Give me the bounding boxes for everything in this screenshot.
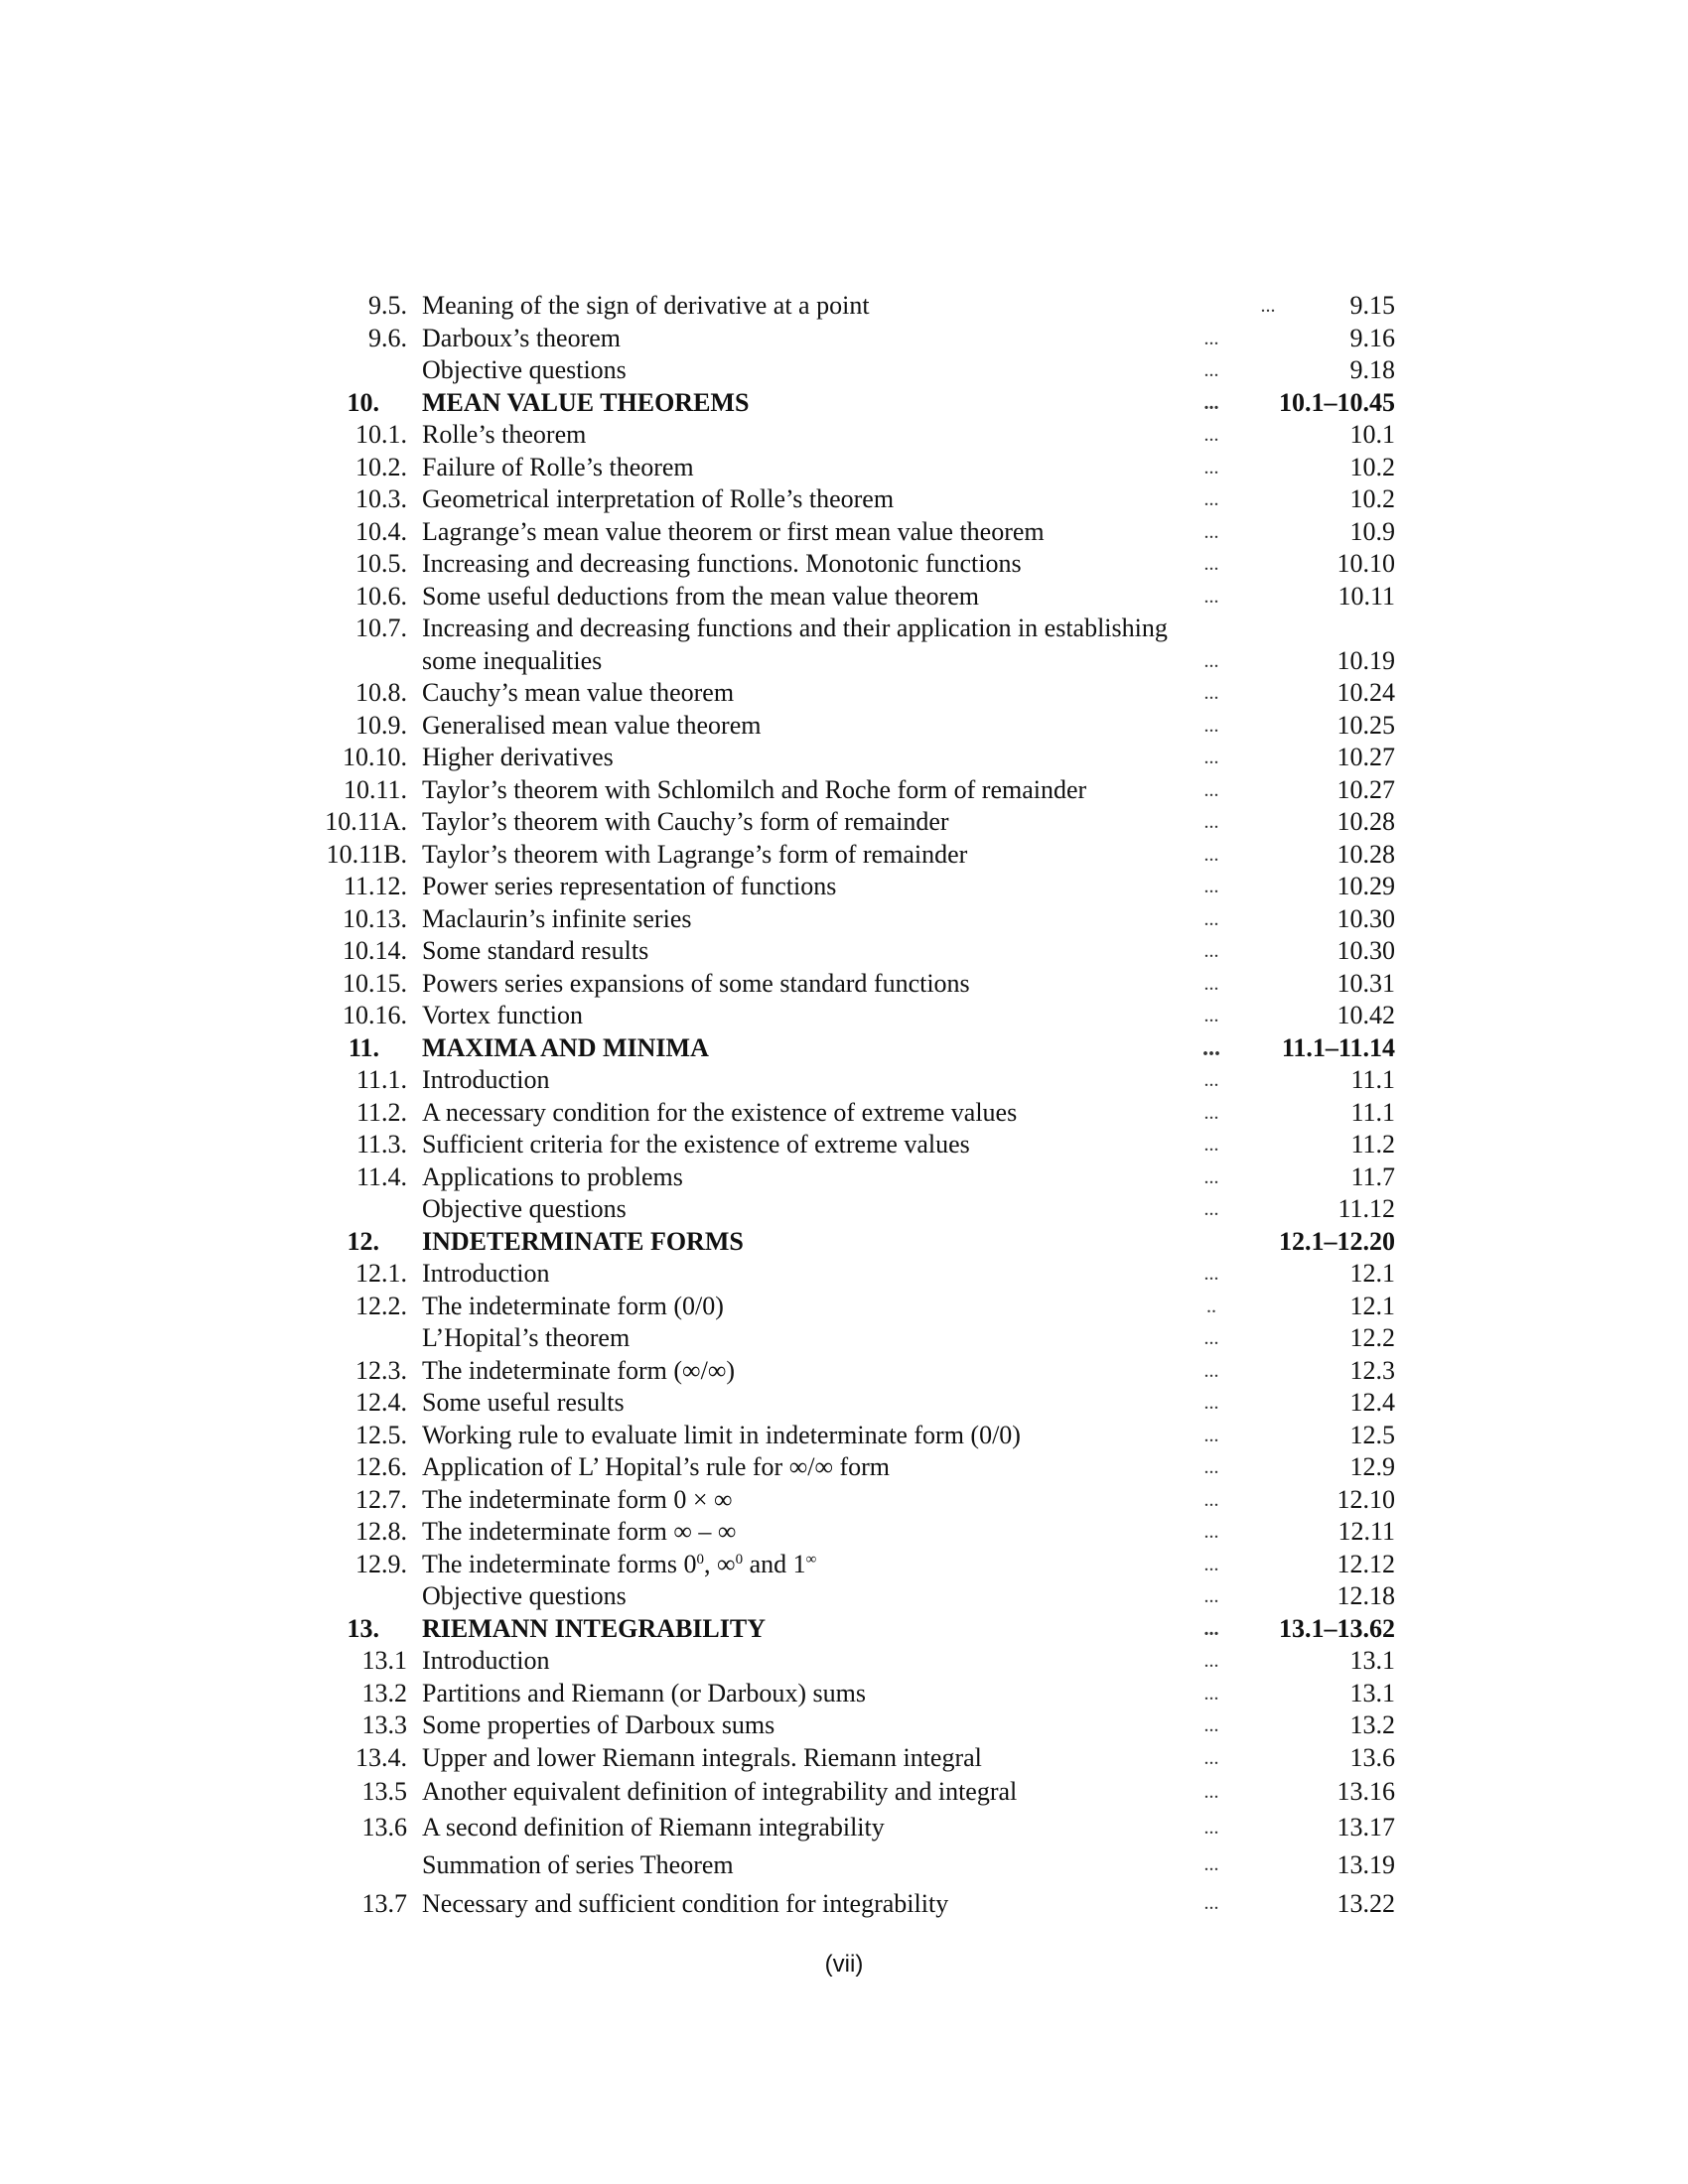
toc-row: [0, 645, 1688, 678]
page-reference: 10.30: [1336, 903, 1395, 933]
section-number: 9.5.: [368, 291, 407, 320]
section-number: 10.: [347, 387, 379, 417]
toc-row: [0, 839, 1688, 872]
section-number: 11.2.: [355, 1097, 407, 1127]
page-reference: 10.10: [1336, 549, 1395, 578]
section-number: 12.6.: [355, 1452, 407, 1481]
toc-row: [0, 1810, 1688, 1845]
section-title: Introduction: [422, 1065, 550, 1094]
leader-dots: ...: [1203, 424, 1219, 446]
page-reference: 9.16: [1349, 323, 1395, 352]
leader-dots: ...: [1203, 1682, 1219, 1705]
toc-row: [0, 1291, 1688, 1323]
section-title: Working rule to evaluate limit in indeterminate form (0/0): [422, 1420, 1021, 1449]
toc-row: [0, 1226, 1688, 1259]
section-title: Upper and lower Riemann integrals. Riemann integral: [422, 1742, 982, 1772]
leader-dots: ...: [1203, 1585, 1219, 1607]
section-title: A necessary condition for the existence of extreme values: [422, 1097, 1018, 1127]
section-number: 10.5.: [355, 549, 407, 578]
section-title: Summation of series Theorem: [422, 1850, 734, 1879]
section-title: RIEMANN INTEGRABILITY: [422, 1613, 766, 1643]
toc-row: [0, 1516, 1688, 1549]
toc-row: [0, 1845, 1688, 1884]
toc-row: [0, 1484, 1688, 1517]
section-number: 11.3.: [355, 1130, 407, 1159]
leader-dots: ...: [1203, 1853, 1219, 1875]
section-number: 10.9.: [355, 710, 407, 740]
page-reference: 12.11: [1337, 1517, 1395, 1546]
section-title: Generalised mean value theorem: [422, 710, 762, 740]
toc-row: [0, 710, 1688, 743]
page-reference: 9.18: [1349, 355, 1395, 384]
leader-dots: ...: [1203, 1746, 1219, 1769]
section-number: 11.4.: [355, 1161, 407, 1191]
section-number: 9.6.: [368, 323, 407, 352]
superscript: ∞: [805, 1551, 817, 1568]
page-reference: 11.7: [1350, 1161, 1395, 1191]
toc-row: [0, 1774, 1688, 1810]
toc-row: [0, 581, 1688, 614]
section-number: 12.: [347, 1226, 379, 1256]
page-reference: 13.2: [1349, 1710, 1395, 1739]
page-reference: 10.9: [1349, 516, 1395, 546]
toc-row: [0, 483, 1688, 516]
section-title: Sufficient criteria for the existence of extreme values: [422, 1130, 970, 1159]
section-title: some inequalities: [422, 645, 603, 675]
toc-row: [0, 806, 1688, 839]
section-title: Taylor’s theorem with Cauchy’s form of remainder: [422, 807, 949, 836]
section-title: MAXIMA AND MINIMA: [422, 1032, 709, 1062]
toc-row: [0, 1387, 1688, 1420]
toc-row: [0, 1613, 1688, 1646]
toc-row: [0, 613, 1688, 645]
toc-row: [0, 1322, 1688, 1355]
section-number: 12.4.: [355, 1388, 407, 1417]
page-reference: 10.29: [1336, 872, 1395, 900]
section-number: 10.15.: [343, 968, 407, 998]
section-title: Powers series expansions of some standard functions: [422, 968, 970, 998]
toc-row: [0, 1000, 1688, 1032]
toc-row: [0, 774, 1688, 807]
page-reference: 10.1: [1349, 420, 1395, 449]
section-title: Applications to problems: [422, 1161, 683, 1191]
page-reference: 12.2: [1349, 1323, 1395, 1352]
section-title: Partitions and Riemann (or Darboux) sums: [422, 1678, 866, 1707]
toc-row: [0, 935, 1688, 968]
leader-dots: ...: [1203, 1456, 1219, 1478]
page-number: (vii): [824, 1951, 864, 1978]
leader-dots: ...: [1203, 1617, 1219, 1640]
section-title: Cauchy’s mean value theorem: [422, 678, 735, 707]
leader-dots: ...: [1203, 876, 1219, 897]
leader-dots: ...: [1203, 1198, 1219, 1220]
page-reference: 12.1–12.20: [1279, 1226, 1395, 1256]
toc-row: [0, 1645, 1688, 1678]
section-title: Maclaurin’s infinite series: [422, 903, 692, 933]
section-number: 13.7: [361, 1889, 407, 1918]
toc-row: [0, 1258, 1688, 1291]
section-number: 13.5: [361, 1777, 407, 1806]
leader-dots: ...: [1203, 843, 1219, 866]
section-title: Some properties of Darboux sums: [422, 1710, 775, 1739]
page-reference: 13.17: [1336, 1813, 1395, 1842]
toc-row: [0, 1580, 1688, 1613]
section-title: Failure of Rolle’s theorem: [422, 452, 694, 481]
title-fragment: The indeterminate forms 0: [422, 1549, 697, 1578]
toc-row: [0, 1742, 1688, 1775]
leader-dots: ...: [1203, 327, 1219, 349]
leader-dots: ...: [1203, 1359, 1219, 1382]
section-title: Introduction: [422, 1259, 550, 1288]
superscript: 0: [696, 1551, 705, 1568]
page-reference: 10.27: [1336, 743, 1395, 771]
leader-dots: ...: [1203, 747, 1219, 768]
leader-dots: ...: [1203, 456, 1219, 478]
toc-row: [0, 290, 1688, 323]
section-title: Application of L’ Hopital’s rule for ∞/∞ form: [422, 1452, 891, 1481]
page-reference: 12.1: [1349, 1259, 1395, 1288]
page-reference: 12.3: [1349, 1355, 1395, 1385]
title-fragment: and 1: [743, 1549, 806, 1578]
toc-row: [0, 742, 1688, 774]
section-title: Some standard results: [422, 936, 649, 965]
leader-dots: ...: [1203, 585, 1219, 608]
toc-row: [0, 968, 1688, 1001]
section-number: 13.: [347, 1613, 379, 1643]
page-reference: 10.11: [1337, 581, 1395, 611]
section-title: Introduction: [422, 1646, 550, 1675]
section-number: 12.5.: [355, 1420, 407, 1449]
toc-row: [0, 677, 1688, 710]
leader-dots: ...: [1203, 488, 1219, 510]
section-title: [422, 1549, 816, 1581]
leader-dots: ...: [1203, 714, 1219, 737]
toc-row: [0, 419, 1688, 452]
section-number: 10.8.: [355, 678, 407, 707]
section-number: 10.11.: [343, 774, 407, 804]
section-title: Increasing and decreasing functions. Monotonic functions: [422, 549, 1022, 578]
leader-dots: ...: [1260, 295, 1276, 317]
toc-row: [0, 1193, 1688, 1226]
page-reference: 10.31: [1336, 968, 1395, 998]
page-reference: 10.19: [1336, 645, 1395, 675]
section-number: 12.2.: [355, 1291, 407, 1320]
section-number: 10.1.: [355, 420, 407, 449]
leader-dots: ...: [1203, 1101, 1219, 1124]
section-title: Some useful deductions from the mean value theorem: [422, 581, 980, 611]
section-number: 10.10.: [343, 743, 407, 771]
section-number: 13.6: [361, 1813, 407, 1842]
page-reference: 11.2: [1350, 1130, 1395, 1159]
section-number: 13.1: [361, 1646, 407, 1675]
section-title: Power series representation of functions: [422, 872, 837, 900]
table-of-contents: [0, 290, 1688, 1923]
section-number: 12.1.: [355, 1259, 407, 1288]
leader-dots: ...: [1203, 359, 1219, 381]
section-number: 13.2: [361, 1678, 407, 1707]
leader-dots: ...: [1203, 1817, 1219, 1839]
leader-dots: ...: [1203, 811, 1219, 833]
toc-row: [0, 1032, 1688, 1065]
superscript: 0: [735, 1551, 744, 1568]
toc-row: [0, 323, 1688, 355]
page-reference: 13.1: [1349, 1678, 1395, 1707]
toc-row: [0, 871, 1688, 903]
leader-dots: ...: [1203, 907, 1219, 930]
toc-row: [0, 1549, 1688, 1581]
page-reference: 10.24: [1336, 678, 1395, 707]
section-title: Meaning of the sign of derivative at a point: [422, 291, 870, 320]
page-reference: 13.16: [1336, 1777, 1395, 1806]
toc-row: [0, 1355, 1688, 1388]
section-number: 10.3.: [355, 484, 407, 513]
toc-row: [0, 452, 1688, 484]
toc-row: [0, 387, 1688, 420]
page-reference: 12.4: [1349, 1388, 1395, 1417]
page-reference: 10.30: [1336, 936, 1395, 965]
section-number: 10.4.: [355, 516, 407, 546]
page-reference: 12.10: [1336, 1484, 1395, 1514]
page-reference: 12.1: [1349, 1291, 1395, 1320]
section-number: 12.9.: [355, 1549, 407, 1578]
section-number: 10.11B.: [326, 839, 407, 869]
section-title: Some useful results: [422, 1388, 625, 1417]
toc-row: [0, 903, 1688, 936]
leader-dots: ...: [1203, 1392, 1219, 1414]
leader-dots: ...: [1203, 649, 1219, 672]
section-number: 11.12.: [343, 872, 407, 900]
section-number: 11.1.: [355, 1065, 407, 1094]
section-number: 10.2.: [355, 452, 407, 481]
section-title: Taylor’s theorem with Schlomilch and Roche form of remainder: [422, 774, 1087, 804]
page-reference: 9.15: [1349, 291, 1395, 320]
leader-dots: ...: [1203, 1650, 1219, 1672]
leader-dots: ...: [1203, 553, 1219, 575]
page-reference: 10.2: [1349, 452, 1395, 481]
page-reference: 10.27: [1336, 774, 1395, 804]
section-title: Vortex function: [422, 1001, 583, 1029]
page-reference: 10.2: [1349, 484, 1395, 513]
section-number: 12.7.: [355, 1484, 407, 1514]
page-reference: 11.12: [1337, 1194, 1395, 1223]
leader-dots: ...: [1203, 940, 1219, 962]
page-reference: 11.1–11.14: [1281, 1032, 1395, 1062]
section-title: Darboux’s theorem: [422, 323, 622, 352]
page-reference: 13.1: [1349, 1646, 1395, 1675]
leader-dots: ...: [1203, 1263, 1219, 1285]
leader-dots: ...: [1203, 391, 1219, 414]
title-fragment: , ∞: [704, 1549, 736, 1578]
leader-dots: ...: [1203, 682, 1219, 704]
section-number: 10.11A.: [325, 807, 407, 836]
leader-dots: ...: [1203, 520, 1219, 543]
page-reference: 13.22: [1336, 1889, 1395, 1918]
leader-dots: ...: [1203, 1424, 1219, 1446]
leader-dots: ...: [1203, 1134, 1219, 1156]
toc-row: [0, 1884, 1688, 1923]
section-title: Lagrange’s mean value theorem or first mean value theorem: [422, 516, 1045, 546]
leader-dots: ...: [1203, 1005, 1219, 1026]
toc-row: [0, 1678, 1688, 1710]
section-title: Objective questions: [422, 1194, 627, 1223]
section-title: Higher derivatives: [422, 743, 614, 771]
toc-row: [0, 548, 1688, 581]
toc-row: [0, 1451, 1688, 1484]
page-reference: 12.12: [1336, 1549, 1395, 1578]
page-reference: 13.19: [1336, 1850, 1395, 1879]
page-reference: 11.1: [1350, 1065, 1395, 1094]
section-title: Rolle’s theorem: [422, 420, 587, 449]
section-number: 10.7.: [355, 614, 407, 642]
leader-dots: ...: [1203, 1327, 1219, 1349]
page-reference: 12.18: [1336, 1581, 1395, 1610]
section-title: Taylor’s theorem with Lagrange’s form of remainder: [422, 839, 968, 869]
leader-dots: ...: [1203, 972, 1219, 995]
section-number: 10.16.: [343, 1001, 407, 1029]
page-reference: 13.1–13.62: [1279, 1613, 1395, 1643]
toc-row: [0, 516, 1688, 549]
leader-dots: ...: [1203, 778, 1219, 801]
section-title: The indeterminate form ∞ – ∞: [422, 1517, 737, 1546]
leader-dots: ...: [1203, 1553, 1219, 1575]
page-reference: 10.28: [1336, 839, 1395, 869]
section-title: Necessary and sufficient condition for integrability: [422, 1889, 949, 1918]
leader-dots: ...: [1203, 1488, 1219, 1511]
page-reference: 12.5: [1349, 1420, 1395, 1449]
leader-dots: ...: [1203, 1714, 1219, 1736]
section-number: 10.13.: [343, 903, 407, 933]
page-reference: 10.42: [1336, 1001, 1395, 1029]
section-number: 10.6.: [355, 581, 407, 611]
page-reference: 10.28: [1336, 807, 1395, 836]
section-title: INDETERMINATE FORMS: [422, 1226, 744, 1256]
leader-dots: ...: [1202, 1034, 1220, 1061]
section-title: A second definition of Riemann integrability: [422, 1813, 885, 1842]
section-title: L’Hopital’s theorem: [422, 1323, 631, 1352]
leader-dots: ...: [1203, 1521, 1219, 1543]
toc-row: [0, 1097, 1688, 1130]
leader-dots: ...: [1203, 1165, 1219, 1188]
toc-row: [0, 1161, 1688, 1194]
section-number: 12.8.: [355, 1517, 407, 1546]
leader-dots: ..: [1206, 1295, 1216, 1317]
toc-row: [0, 1709, 1688, 1742]
section-number: 13.4.: [355, 1742, 407, 1772]
section-title: The indeterminate form (0/0): [422, 1291, 724, 1320]
section-title: Geometrical interpretation of Rolle’s theorem: [422, 484, 895, 513]
section-title: Objective questions: [422, 1581, 627, 1610]
page-reference: 11.1: [1350, 1097, 1395, 1127]
toc-row: [0, 1064, 1688, 1097]
section-title: Another equivalent definition of integrability and integral: [422, 1777, 1018, 1806]
toc-row: [0, 1129, 1688, 1161]
section-number: 11.: [348, 1032, 379, 1062]
section-number: 12.3.: [355, 1355, 407, 1385]
section-title: The indeterminate form (∞/∞): [422, 1355, 736, 1385]
page-reference: 12.9: [1349, 1452, 1395, 1481]
leader-dots: ...: [1203, 1892, 1219, 1914]
section-number: 10.14.: [343, 936, 407, 965]
leader-dots: ...: [1203, 1069, 1219, 1091]
page-reference: 13.6: [1349, 1742, 1395, 1772]
section-title: Increasing and decreasing functions and their application in establishing: [422, 614, 1168, 642]
section-number: 13.3: [361, 1710, 407, 1739]
leader-dots: ...: [1203, 1781, 1219, 1803]
page-reference: 10.25: [1336, 710, 1395, 740]
section-title: Objective questions: [422, 355, 627, 384]
section-title: The indeterminate form 0 × ∞: [422, 1484, 733, 1514]
toc-row: [0, 354, 1688, 387]
section-title: MEAN VALUE THEOREMS: [422, 387, 750, 417]
toc-row: [0, 1420, 1688, 1452]
page-reference: 10.1–10.45: [1279, 387, 1395, 417]
